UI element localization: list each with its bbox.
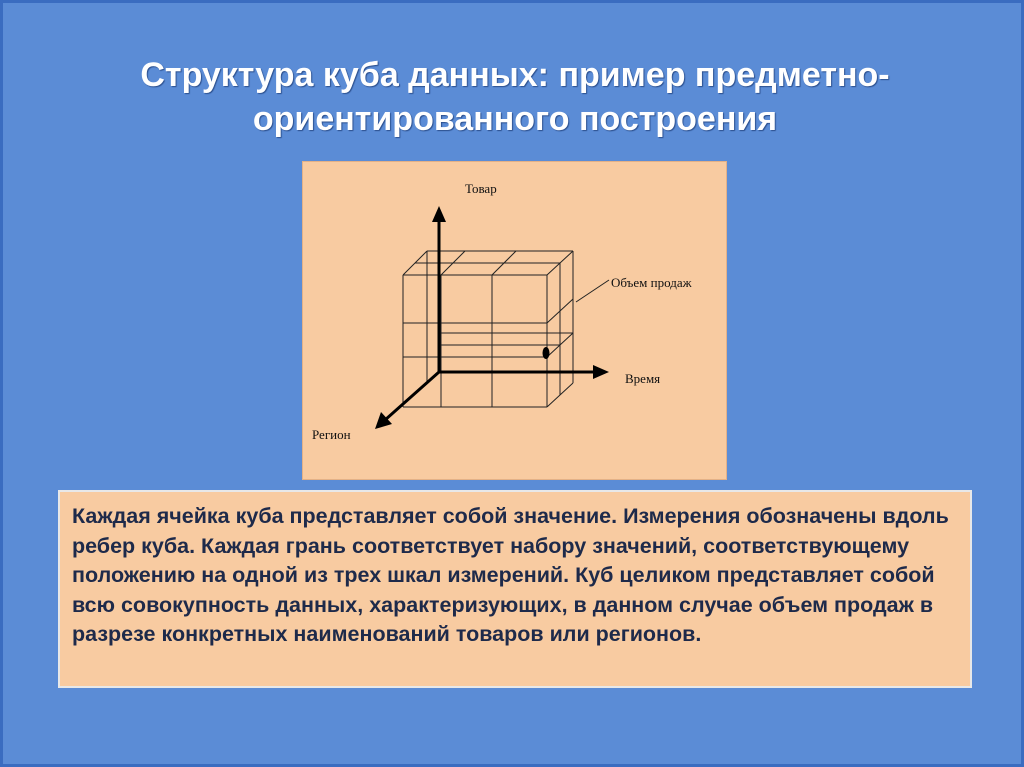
slide-title bbox=[43, 53, 987, 141]
cube-grid bbox=[403, 251, 573, 407]
data-cube-diagram bbox=[302, 161, 727, 480]
axis-time-label: Время bbox=[625, 371, 661, 386]
description-text: Каждая ячейка куба представляет собой значение. Измерения обозначены вдоль ребер куба. Каждая грань соответствует набору значений, соответствующему положению на одной из трех шкал измерений. Куб целиком представляет собой всю совокупность данных, характеризующих, в данном случае объем продаж в разрезе конкретных наименований товаров или регионов. bbox=[72, 504, 949, 646]
sales-volume-cell-marker bbox=[543, 347, 550, 359]
axis-sales-volume-label: Объем продаж bbox=[611, 275, 692, 290]
slide-title-line-2: ориентированного построения bbox=[252, 100, 778, 138]
axis-product-arrow bbox=[432, 206, 446, 222]
slide-title-line-1: Структура куба данных: пример предметно- bbox=[140, 56, 890, 94]
axis-product-label: Товар bbox=[465, 181, 497, 196]
axis-time-arrow bbox=[593, 365, 609, 379]
axis-region-line bbox=[385, 372, 439, 420]
cube-drawing bbox=[303, 162, 728, 481]
sales-volume-pointer bbox=[576, 280, 609, 302]
description-box bbox=[58, 490, 972, 688]
axis-region-label: Регион bbox=[312, 427, 351, 442]
